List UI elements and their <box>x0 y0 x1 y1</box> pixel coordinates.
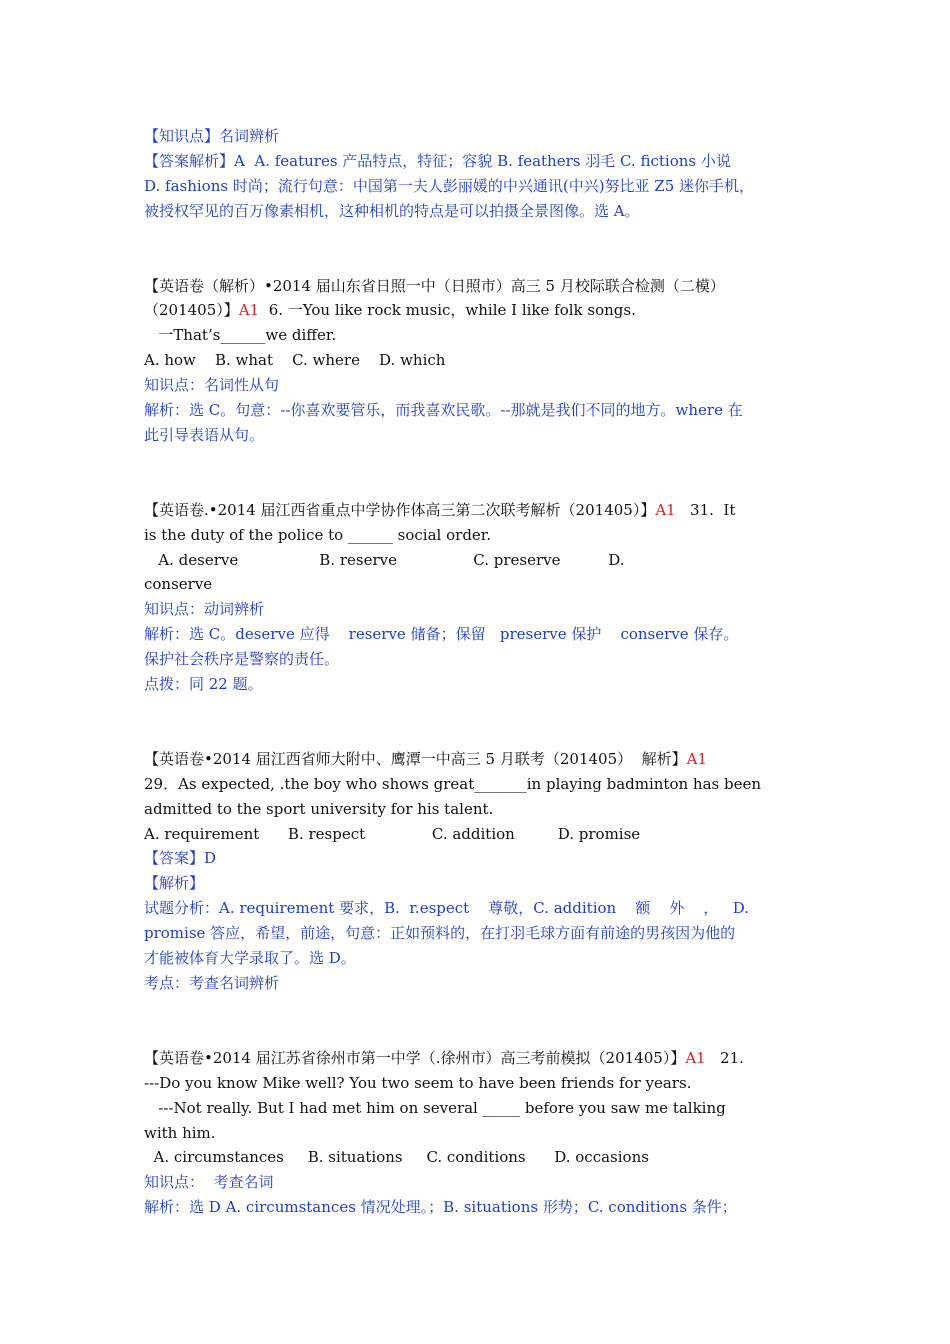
analysis-line: 试题分析：A. requirement 要求，B. r.espect 尊敬，C. addition 额 外 ， D. <box>144 899 749 918</box>
question-block-3 <box>144 498 810 697</box>
source-title: 【英语卷•2014 届江西省师大附中、鹰潭一中高三 5 月联考（201405） 解析】 <box>144 749 687 768</box>
source-date: （201405）】 <box>144 301 239 320</box>
source-title: 【英语卷•2014 届江苏省徐州市第一中学（.徐州市）高三考前模拟（201405）】 <box>144 1048 686 1067</box>
analysis-line: 解析：选 C。deserve 应得 reserve 储备；保留 preserve 保护 conserve 保存。 <box>144 625 739 644</box>
analysis-line: 被授权罕见的百万像素相机，这种相机的特点是可以拍摄全景图像。选 A。 <box>144 201 640 220</box>
answer-options: A. how B. what C. where D. which <box>144 351 446 370</box>
knowledge-point: 知识点：名词性从句 <box>144 376 280 395</box>
answer-options-cont: conserve <box>144 575 213 594</box>
source-heading-cont <box>144 298 810 323</box>
document-page <box>144 124 810 1270</box>
analysis-line: 此引导表语从句。 <box>144 425 265 444</box>
tip-line: 点拨：同 22 题。 <box>144 675 263 694</box>
question-stem: 29．As expected, .the boy who shows great_______in playing badminton has been <box>144 774 762 793</box>
analysis-line: 才能被体育大学录取了。选 D。 <box>144 949 356 968</box>
answer-options: A. requirement B. respect C. addition D. promise <box>144 824 641 843</box>
question-stem: 一That’s______we differ. <box>144 326 337 345</box>
analysis-line: 保护社会秩序是警察的责任。 <box>144 650 340 669</box>
question-block-2 <box>144 274 810 448</box>
question-stem: 6. 一You like rock music，while I like folk songs. <box>259 301 636 320</box>
question-number: 21. <box>705 1048 744 1067</box>
knowledge-point: 知识点： 考查名词 <box>144 1173 274 1192</box>
answer-analysis: 【答案解析】A A. features 产品特点，特征；容貌 B. feathers 羽毛 C. fictions 小说 <box>144 151 731 170</box>
source-heading <box>144 498 810 523</box>
question-stem: ---Not really. But I had met him on several _____ before you saw me talking <box>144 1098 726 1117</box>
analysis-line: D. fashions 时尚；流行句意：中国第一夫人彭丽媛的中兴通讯(中兴)努比亚 Z5 迷你手机， <box>144 176 755 195</box>
difficulty-tag: A1 <box>686 749 708 768</box>
question-number: 31. It <box>675 500 736 519</box>
question-block-4 <box>144 747 810 996</box>
answer-options: A. circumstances B. situations C. conditions D. occasions <box>144 1148 649 1167</box>
source-heading <box>144 1046 810 1071</box>
question-stem: with him. <box>144 1123 216 1142</box>
analysis-line: promise 答应，希望，前途，句意：正如预料的，在打羽毛球方面有前途的男孩因为他的 <box>144 924 736 943</box>
question-block-5 <box>144 1046 810 1220</box>
analysis-line: 解析：选 D A. circumstances 情况处理。；B. situations 形势；C. conditions 条件； <box>144 1198 737 1217</box>
question-stem: ---Do you know Mike well? You two seem to have been friends for years. <box>144 1073 692 1092</box>
difficulty-tag: A1 <box>238 301 260 320</box>
source-heading <box>144 747 810 772</box>
knowledge-point: 【知识点】名词辨析 <box>144 127 280 145</box>
source-title: 【英语卷.•2014 届江西省重点中学协作体高三第二次联考解析（201405）】 <box>144 500 656 519</box>
question-stem: admitted to the sport university for his talent. <box>144 799 494 818</box>
analysis-label: 【解析】 <box>144 874 205 893</box>
question-block-1 <box>144 124 810 224</box>
difficulty-tag: A1 <box>655 500 676 519</box>
knowledge-point: 知识点：动词辨析 <box>144 600 265 619</box>
difficulty-tag: A1 <box>685 1048 706 1067</box>
analysis-line: 解析：选 C。句意：--你喜欢要管乐，而我喜欢民歌。--那就是我们不同的地方。where 在 <box>144 401 743 420</box>
answer-label: 【答案】D <box>144 849 217 868</box>
exam-point: 考点：考查名词辨析 <box>144 973 280 992</box>
question-stem: is the duty of the police to ______ social order. <box>144 525 492 544</box>
source-heading: 【英语卷（解析）•2014 届山东省日照一中（日照市）高三 5 月校际联合检测（二模） <box>144 276 725 295</box>
answer-options: A. deserve B. reserve C. preserve D. <box>144 550 625 569</box>
